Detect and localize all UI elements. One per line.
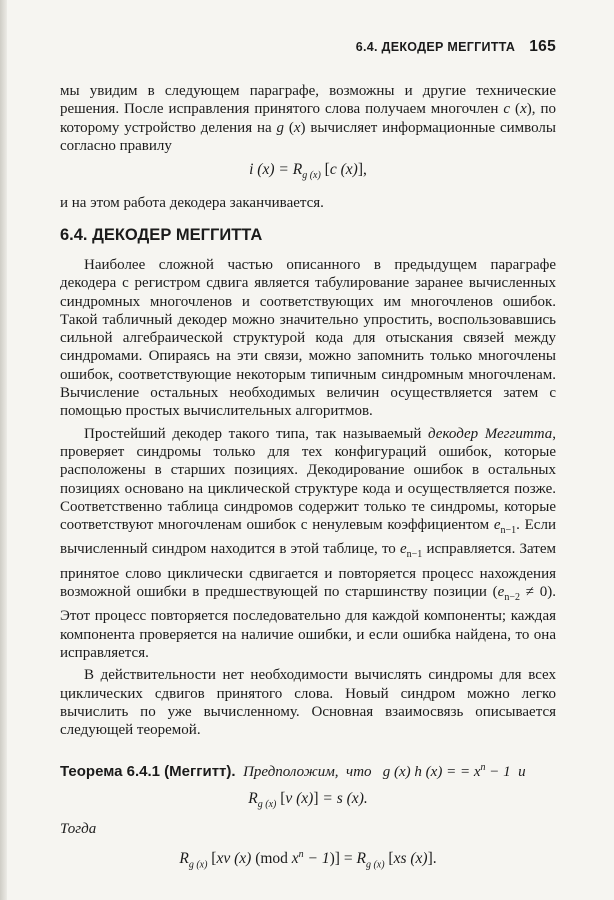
theorem-formula-1: $R_{g (x)}$ [v (x)] = s (x). bbox=[248, 789, 368, 810]
paragraph-3: В действительности нет необходимости вычислять синдромы для всех циклических сдвигов принятого слова. Новый синдром можно легко вычислить по уже вычисленному. Основная взаимосвязь описывается следующей теоремой. bbox=[60, 667, 556, 739]
running-title: 6.4. ДЕКОДЕР МЕГГИТТА bbox=[355, 40, 516, 54]
theorem-then: Тогда bbox=[60, 821, 97, 838]
intro-after: и на этом работа декодера заканчивается. bbox=[60, 194, 324, 211]
paragraph-2: Простейший декодер такого типа, так называемый декодер Меггитта, проверяет синдромы только для тех конфигураций ошибок, которые расположены в старших позициях. Декодирование ошибок в остальных позициях основано на циклической структуре кода и осуществляется позже. Соответственно таблица синдромов содержит только те синдромы, которые соответствуют многочленам ошибок с ненулевым коэффициентом $e_{n-1}$. Если вычисленный синдром находится в этой таблице, то $e_{n-1}$ исправляется. Затем принятое слово циклически сдвигается и повторяется процесс нахождения возможной ошибки в предшествующей по старшинству позиции $(e_{n-2} \ne 0)$. Этот процесс повторяется последовательно для каждой компоненты; каждая компонента проверяется на наличие ошибки, и если ошибка найдена, то она исправляется. bbox=[60, 425, 556, 661]
intro-block bbox=[60, 82, 556, 212]
running-header bbox=[60, 38, 556, 56]
section-title: 6.4. ДЕКОДЕР МЕГГИТТА bbox=[60, 226, 263, 244]
intro-formula: i $(x) = R_{g (x)}$ [c (x)], bbox=[249, 161, 367, 182]
paragraph-1: Наиболее сложной частью описанного в предыдущем параграфе декодера с регистром сдвига является табулирование заранее вычисленных синдромных многочленов и соответствующих им многочленов ошибок. Такой табличный декодер можно значительно упростить, воспользовавшись сильной алгебраической структурой кода для отыскания связей между синдромами. Опираясь на эти связи, можно запомнить только многочлены ошибок, соответствующие некоторым типичным синдромным многочленам. Вычисление остальных необходимых величин осуществляется затем с помощью простых вычислительных алгоритмов. bbox=[60, 257, 556, 420]
theorem-statement: Теорема 6.4.1 (Меггитт). Предположим, что g (x) h (x) = = $x^n - 1$ и bbox=[60, 762, 526, 781]
theorem-formula-2: $R_{g (x)}$ [xv (x) (mod $x^n - 1)] = R_{g (x)}$ [xs (x)]. bbox=[179, 849, 437, 871]
intro-paragraph: мы увидим в следующем параграфе, возможны и другие технические решения. После исправления принятого слова получаем многочлен c (x), по которому устройство деления на g (x) вычисляет информационные символы согласно правилу bbox=[60, 83, 556, 154]
body-text bbox=[60, 256, 556, 875]
page-number: 165 bbox=[529, 38, 556, 55]
theorem-label: Теорема 6.4.1 (Меггитт). bbox=[60, 763, 236, 781]
